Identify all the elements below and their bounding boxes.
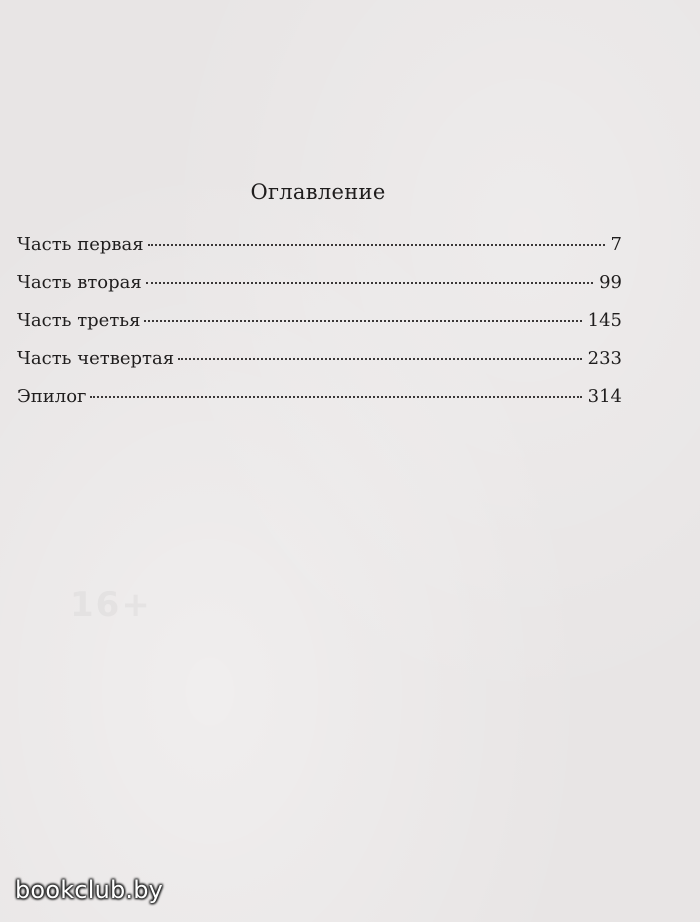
toc-entry-part-4 [17, 348, 622, 386]
toc-entry-label: Часть четвертая [17, 348, 175, 369]
toc-entry-page: 7 [610, 234, 622, 255]
leader-dots [178, 358, 582, 360]
toc-entry-page: 145 [587, 310, 622, 331]
table-of-contents [17, 234, 622, 424]
toc-title: Оглавление [250, 180, 386, 204]
toc-entry-page: 233 [587, 348, 622, 369]
toc-entry-part-1 [17, 234, 622, 272]
toc-entry-epilogue [17, 386, 622, 424]
toc-entry-page: 314 [587, 386, 622, 407]
toc-entry-page: 99 [599, 272, 622, 293]
leader-dots [146, 282, 593, 284]
leader-dots [148, 244, 605, 246]
toc-entry-label: Эпилог [17, 386, 87, 407]
toc-entry-part-2 [17, 272, 622, 310]
toc-entry-label: Часть вторая [17, 272, 142, 293]
watermark-text: bookclub.by [15, 876, 164, 904]
toc-entry-part-3 [17, 310, 622, 348]
toc-entry-label: Часть первая [17, 234, 144, 255]
toc-entry-label: Часть третья [17, 310, 141, 331]
leader-dots [144, 320, 581, 322]
leader-dots [90, 396, 581, 398]
bleed-through-text: 16+ [70, 585, 152, 625]
